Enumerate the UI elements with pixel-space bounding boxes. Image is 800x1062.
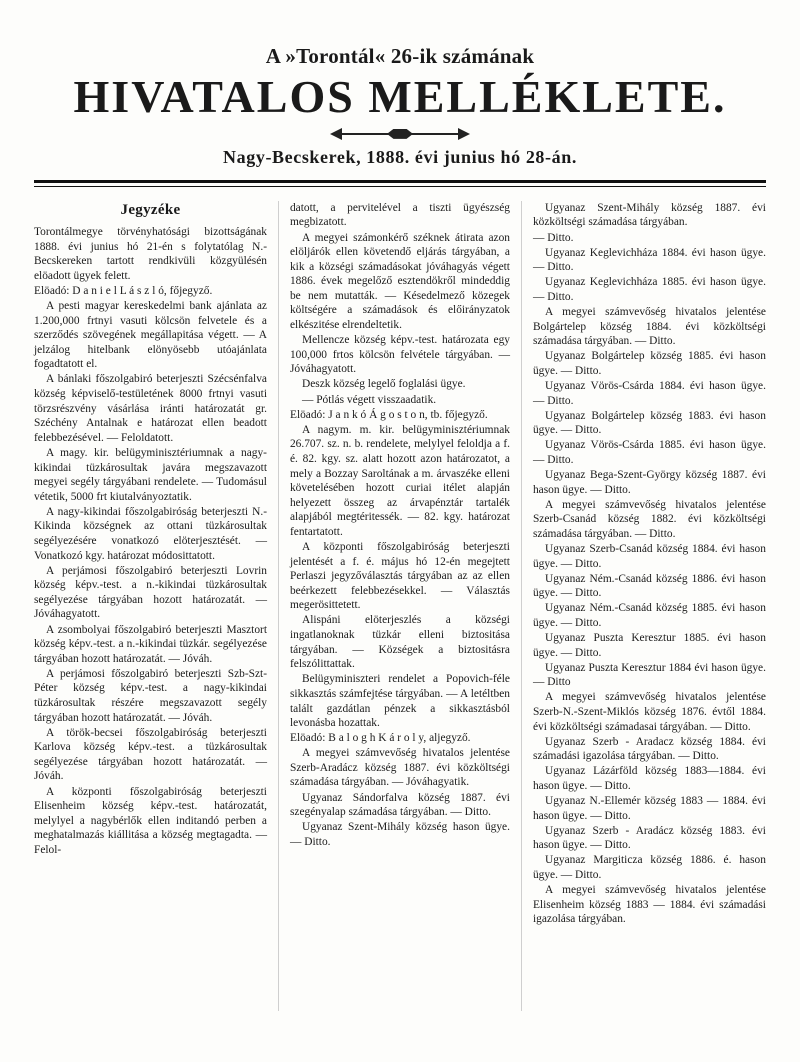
paragraph: Deszk község legelő foglalási ügye. bbox=[301, 378, 466, 391]
columns-container bbox=[34, 201, 766, 1011]
paragraph: Alispáni elöterjeszlés a községi ingatlanoknak tüzkár elleni biztositása tárgyában. — Községek a biztositásra felszólittattak. bbox=[289, 614, 510, 671]
paragraph: — Ditto. bbox=[532, 231, 574, 244]
paragraph: A megyei számvevőség hivatalos jelentése Elisenheim község 1883 — 1884. évi számadási igazolása tárgyában. bbox=[532, 884, 766, 926]
paragraph: Elöadó: D a n i e l L á s z l ó, főjegyző. bbox=[34, 284, 213, 297]
masthead-place-date: Nagy-Becskerek, 1888. évi junius hó 28-án. bbox=[223, 146, 577, 167]
paragraph: Elöadó: J a n k ó Á g o s t o n, tb. főjegyző. bbox=[289, 408, 488, 421]
paragraph: Ugyanaz Szent-Mihály község hason ügye. — Ditto. bbox=[289, 821, 510, 848]
paragraph: A magy. kir. belügyminisztériumnak a nagy-kikindai tüzkárosultak javára megszavazott megyei segély tárgyábani rendelete. — Tudomásul vétetik, 5000 frt kiutalványoztatik. bbox=[34, 446, 267, 503]
paragraph: A központi főszolgabiróság beterjeszti jelentését a f. é. május hó 12-én megejtett Perlaszi jegyzőválasztás tárgyában az az ellen beérkezett felebbezésekkel. — Választás megerösittetett. bbox=[289, 540, 510, 612]
column-1 bbox=[34, 201, 278, 1011]
masthead-superline: A »Torontál« 26-ik számának bbox=[265, 44, 535, 68]
paragraph: A megyei számvevőség hivatalos jelentése Szerb-Csanád község 1882. évi közköltségi számadása tárgyában. — Ditto. bbox=[532, 498, 766, 540]
paragraph: A megyei számvevőség hivatalos jelentése Bolgártelep község 1884. évi közköltségi számadása tárgyában. — Ditto. bbox=[532, 305, 766, 348]
paragraph: Ugyanaz Puszta Keresztur 1885. évi hason ügye. — Ditto. bbox=[532, 632, 766, 659]
paragraph: Ugyanaz Keglevichháza 1884. évi hason ügye. — Ditto. bbox=[532, 246, 766, 274]
paragraph: A nagym. m. kir. belügyminisztériumnak 26.707. sz. n. b. rendelete, melylyel feloldja a f. é. 82. kgy. sz. alatt hozott azon határozatot, a mely a Bozzay Saroltának a m. árvaszéke elleni követelésében hozott curiai itélet alapján helyezett összeg az árvapénztár tartalék alapjából megtéritessék. — 82. kgy. határozat fentartatott. bbox=[289, 423, 510, 538]
paragraph: Elöadó: B a l o g h K á r o l y, aljegyző. bbox=[289, 732, 471, 745]
paragraph: Ugyanaz Margiticza község 1886. é. hason ügye. — Ditto. bbox=[532, 854, 766, 882]
paragraph: A pesti magyar kereskedelmi bank ajánlata az 1.200,000 frtnyi vasuti kölcsön felvetele és a szerződés szövegének megállapitása végett. — A jelzálog hitelbank elönyösebb utóajánlata fogadtatott el. bbox=[34, 299, 267, 371]
paragraph: Ugyanaz Bolgártelep község 1885. évi hason ügye. — Ditto. bbox=[532, 350, 766, 377]
paragraph: A perjámosi főszolgabiró beterjeszti Lovrin község képv.-test. a n.-kikindai tüzkárosultak segélyezése tárgyában hozott határozatát. — Jóváhagyatott. bbox=[34, 564, 267, 621]
paragraph: A török-becsei főszolgabiróság beterjeszti Karlova község képv.-test. a tüzkárosultak segélyezése tárgyában hozott határozatát. — Jóváh. bbox=[34, 726, 267, 783]
masthead bbox=[34, 44, 766, 168]
paragraph: A nagy-kikindai főszolgabiróság beterjeszti N.-Kikinda községnek az ottani tüzkárosultak segélyezésére vonatkozó elöterjesztését. — Vonatkozó kgy. határozat módosittatott. bbox=[34, 505, 267, 562]
column-2-body bbox=[290, 201, 510, 850]
paragraph: A központi főszolgabiróság beterjeszti Elisenheim község képv.-test. határozatát, melylyel a nagybérlők ellen inditandó perben a meghatalmazás kiállitása a község megtagadta. — Felol- bbox=[34, 785, 267, 856]
paragraph: Ugyanaz Keglevichháza 1885. évi hason ügye. — Ditto. bbox=[532, 276, 766, 303]
paragraph: A megyei számonkérő széknek átirata azon elöljárók ellen követendő eljárás tárgyában, a kik a községi számadásokat jóváhagyás végett 1886. évek megelőző esztendökről mindeddig be nem mutatták. — Késedelmező közegek költségére a számadások és előirányzatok elkészitése elrendeltetik. bbox=[289, 231, 510, 332]
masthead-title: HIVATALOS MELLÉKLETE. bbox=[73, 71, 727, 122]
column-3 bbox=[522, 201, 766, 1011]
column-3-body bbox=[533, 201, 766, 927]
paragraph: Mellencze község képv.-test. határozata egy 100,000 frtos kölcsön felvétele tárgyában. — Jóváhagyatott. bbox=[289, 334, 510, 376]
paragraph: A megyei számvevőség hivatalos jelentése Szerb-Aradácz község 1887. évi közköltségi számadása tárgyában. — Jóváhagyatik. bbox=[289, 747, 510, 789]
paragraph: datott, a pervitelével a tiszti ügyészség megbizatott. bbox=[289, 201, 510, 229]
section-heading: Jegyzéke bbox=[120, 201, 181, 218]
paragraph: Ugyanaz Lázárföld község 1883—1884. évi hason ügye. — Ditto. bbox=[532, 765, 766, 792]
column-2 bbox=[278, 201, 522, 1011]
paragraph: Ugyanaz Szerb - Aradácz község 1883. évi hason ügye. — Ditto. bbox=[532, 824, 766, 852]
paragraph: A megyei számvevőség hivatalos jelentése Szerb-N.-Szent-Miklós község 1876. évtől 1884. évi közköltségi számadasai tárgyában. — Ditto. bbox=[532, 691, 766, 733]
paragraph: Ugyanaz Sándorfalva község 1887. évi szegényalap számadása tárgyában. — Ditto. bbox=[289, 791, 510, 819]
paragraph: Ugyanaz Vörös-Csárda 1884. évi hason ügye. — Ditto. bbox=[532, 379, 766, 407]
paragraph: Ugyanaz Vörös-Csárda 1885. évi hason ügye. — Ditto. bbox=[532, 439, 766, 466]
paragraph: Ugyanaz Szent-Mihály község 1887. évi közköltségi számadása tárgyában. bbox=[532, 201, 766, 229]
paragraph: Ugyanaz Bega-Szent-György község 1887. évi hason ügye. — Ditto. bbox=[532, 469, 766, 496]
header-rule bbox=[34, 180, 766, 187]
paragraph: Ugyanaz Szerb-Csanád község 1884. évi hason ügye. — Ditto. bbox=[532, 542, 766, 570]
paragraph: Ugyanaz Ném.-Csanád község 1885. évi hason ügye. — Ditto. bbox=[532, 602, 766, 629]
paragraph: — Pótlás végett visszaadatik. bbox=[301, 393, 437, 406]
paragraph: Torontálmegye törvényhatósági bizottságának 1888. évi junius hó 21-én s folytatólag N.-Becskereken tartott rendkivüli közgyülésén elöadott ügyek felett. bbox=[34, 226, 267, 282]
ornament-divider-icon bbox=[330, 127, 470, 141]
paragraph: Belügyminiszteri rendelet a Popovich-féle sikkasztás számfejtése tárgyában. — A letéltben talált gazdátlan pénzek a sikkasztásból levonásba hozattak. bbox=[289, 673, 510, 730]
paragraph: Ugyanaz N.-Ellemér község 1883 — 1884. évi hason ügye. — Ditto. bbox=[532, 795, 766, 822]
paragraph: A zsombolyai főszolgabiró beterjeszti Masztort község képv.-test. a n.-kikindai tüzkár. segélyezése tárgyában hozott határozatát. — Jóváh. bbox=[34, 623, 267, 665]
paragraph: Ugyanaz Szerb - Aradacz község 1884. évi számadási igazolása tárgyában. — Ditto. bbox=[532, 735, 766, 763]
paragraph: Ugyanaz Ném.-Csanád község 1886. évi hason ügye. — Ditto. bbox=[532, 572, 766, 600]
paragraph: A bánlaki főszolgabiró beterjeszti Szécsénfalva község képviselő-testületének 8000 frtnyi vasuti törzsrészvény vásárlása iránti határozatát gr. Széchény Antalnak e határozat ellen beadott felebbezésével. — Feloldatott. bbox=[34, 373, 267, 444]
paragraph: Ugyanaz Bolgártelep község 1883. évi hason ügye. — Ditto. bbox=[532, 409, 766, 437]
column-1-body bbox=[34, 225, 267, 858]
paragraph: Ugyanaz Puszta Keresztur 1884 évi hason ügye. — Ditto bbox=[532, 661, 766, 689]
paragraph: A perjámosi főszolgabiró beterjeszti Szb-Szt-Péter község képv.-test. a nagy-kikindai tüzkárosultak részére megszavazott segély tárgyában hozott határozatát. — Jóváh. bbox=[34, 667, 267, 724]
